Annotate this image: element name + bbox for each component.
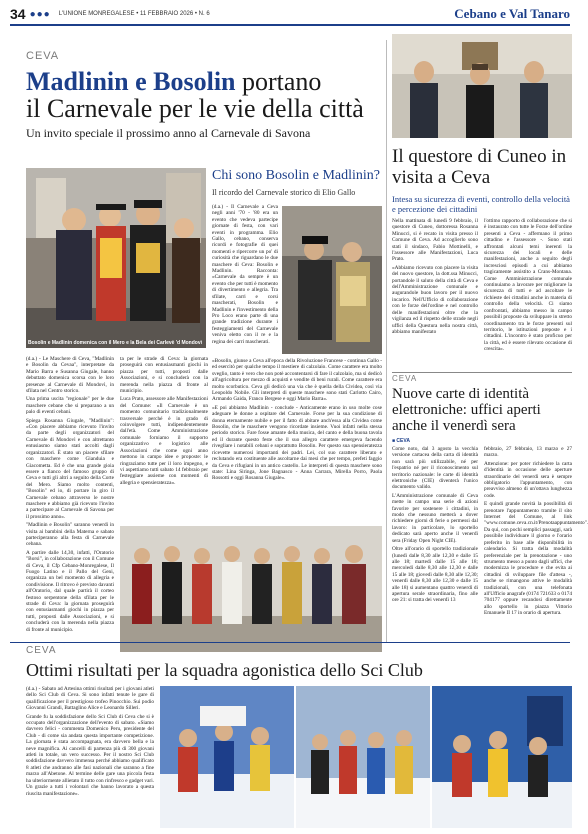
sci-kicker: CEVA bbox=[26, 645, 57, 656]
ski-photo-2 bbox=[296, 686, 430, 828]
side-title: Chi sono Bosolin e Madlinin? bbox=[212, 168, 380, 183]
masks-group-photo-art bbox=[120, 526, 382, 652]
carte-kicker: CEVA bbox=[392, 374, 418, 383]
body-paragraph: Attenzione: per poter richiedere la carta d'identità in occasione delle aperture straordinarie del venerdì sera è sempre obbligatorio l'appuntamento, con preavviso almeno di un'ottava lunghezza code. bbox=[484, 460, 572, 499]
main-subtitle: Un invito speciale il prossimo anno al Carnevale di Savona bbox=[26, 126, 311, 140]
body-paragraph: Oltre all'orario di sportello tradizionale (lunedì dalle 8,30 alle 12,30 e dalle 15 alle 18; martedì dalle 15 alle 18; mercoledì dalle 8,30 alle 12,30 e dalle 15 alle 18; giovedì dalle 8,30 alle 12,30; venerdì dalle 8,30 alle 12,30 e dalle 15 alle 18) si aumentano quattro venerdì di apertura serale straordinaria, fino alle ore 21: si tratta dei venerdì 13 bbox=[392, 546, 478, 604]
main-body-p: Spiega Rosanna Giugale, "Madlinin": «Con piacere abbiamo ricevuto l'invito da parte degli organizzatori del Carnevale di Mondovì e con altrettanto entusiasmo siamo stati accolti dagli organizzatori. È stato un piacere sfilare con maschere come Gianduia e Giacometta. Ed è che una grande gioia essere a fianco del famoso gruppo di Ceva e tutti gli altri a seguito della Corte del Mero. Siamo molto contenti, "Bosolin" ed io, di portare in giro il Carnevale cebano attraverso le nostre maschere e abbiamo già ricevuto l'invito a partecipare al Carnevale di Savona per il prossimo anno». bbox=[26, 417, 114, 520]
body-paragraph: Nella mattinata di lunedì 9 febbraio, il questore di Cuneo, dottoressa Rosanna Minucci, si è recato in visita presso il Comune di Ceva. Ad accoglierlo sono stati il sindaco, Fabio Mottinelli, e l'assessore alle Manifestazioni, Luca Prato. bbox=[392, 218, 478, 263]
page-header bbox=[10, 4, 570, 26]
questore-divider bbox=[392, 372, 572, 373]
side-subtitle: Il ricordo del Carnevale storico di Elio Gallo bbox=[212, 188, 356, 197]
ski-photo-2-art bbox=[296, 686, 430, 828]
body-paragraph: febbraio, 27 febbraio, 13 marzo e 27 marzo. bbox=[484, 446, 572, 459]
sci-divider bbox=[10, 642, 570, 643]
historic-photo-art bbox=[282, 206, 382, 354]
questore-body-col2: l'ottimo rapporto di collaborazione che si è instaurato con tutte le Forze dell'ordine presenti a Ceva - affermano il primo cittadino e l'assessore -. Sono stati affrontati alcuni temi inerenti la sicurezza dei locali e delle manifestazioni, anche a seguito degli incresciosi episodi a cui abbiamo tragicamente assistito a Crans-Montana. Come Amministrazione comunale continuiamo a lavorare per migliorare la sicurezza di tutti e ad ascoltare le richieste dei cittadini anche in materia di controllo della velocità. Ci siamo confrontati, abbiamo messo in campo possibili proposte da sviluppare in stretto coordinamento tra le forze presenti sul territorio, le istituzioni preposte e i cittadini. L'incontro è stato proficuo per la città, ed è essere rilevato occasione di crescita». bbox=[484, 218, 572, 353]
questore-title: Il questore di Cuneo in visita a Ceva bbox=[392, 146, 567, 188]
main-title bbox=[26, 68, 376, 122]
masks-group-photo bbox=[120, 526, 382, 652]
side-body-full bbox=[212, 358, 382, 534]
carte-tag: ■ CEVA bbox=[392, 438, 410, 444]
questore-body-col1 bbox=[392, 218, 478, 372]
masthead: L'UNIONE MONREGALESE • 11 FEBBRAIO 2026 • N. 6 bbox=[58, 11, 210, 17]
ski-photo-3 bbox=[432, 686, 572, 828]
carnival-photo-caption: Bosolin e Madlinin domenica con il Mero e la Bela dei Carlevè 'd Mondovì bbox=[28, 340, 203, 346]
column-divider bbox=[386, 40, 387, 642]
carte-title: Nuove carte di identità elettroniche: uffici aperti anche il venerdì sera bbox=[392, 386, 541, 434]
main-kicker: CEVA bbox=[26, 50, 60, 62]
body-paragraph: «E poi abbiamo Madlinin - conclude - Anticamente erano in uso molte cose adeguare le donne a ospitare del Carnevale. Forse per la sua condizione di donna eternamente nubile e per il fatto di abitare anch'essa alla Cividea come Bosolin, che le maschere vengono ricordate insieme. Vuoi infatti nella stessa periodo storico. Fare fosse amante della musica, del canto e della buona tavola ed il durante questo feste che il suo allegro carattere emergeva facendo rivegliare i notabili cebani e soprattutto Bosolin. Per questo sua spensieratezza ricevette numerosi importanti dei padri. Lei, col suo carattere liberato e reclutando era costituente alle ascoltarne dai mesi che per tempo, prefeti faggio da Ceva e rifugiani in un antico castello. Le interpreti di questa maschere sono state: Lina Siringa, Jone Bagnasco - Anna Carrara, Mirella Porro, Paola Rossotti e oggi Rosanna Giugale». bbox=[212, 404, 382, 482]
body-paragraph: «Abbiamo ricevuto con piacere la visita del nuovo questore, la dott.ssa Minucci, portandole il saluto della città di Ceva e dell'Amministrazione comunale e augurandole buon lavoro per il nuovo incarico. Nell'Ufficio di collaborazione con le forze dell'ordine e nel controllo delle manifestazioni oltre che la vigilanza ed il rispetto delle strade negli uffici della Questura nella nostra città, abbiamo manifestato bbox=[392, 264, 478, 335]
side-body-intro: (d.a.) - Il Carnevale a Ceva negli anni '70 - '80 era un evento che vedeva partecipe giornate di festa, con vari eventi in programma. Elio Gallo, cebano, conserva ricordi e fotografie di quei momenti e ripercorre un po' di curiosità che riguardano le due maschere di Ceva: Bosolin e Madlinin. Racconta: «Carnevale da sempre è un evento che per tutti è momento di divertimento e allegria. Tra sfilate, carri e corsi mascherati, Bosolin e Madlinin e l'investimento della Pro Loco erano parte di una grande tradizione durante i festeggiamenti del Carnevale veniva eletto con il re e la regina dei carri mascherati. bbox=[212, 204, 278, 345]
body-paragraph: L'Amministrazione comunale di Ceva mette in campo una serie di azioni favorire per sostenere i cittadini, in modo che nessuno metterà a dover richiedere giorni di ferie o permessi dal lavoro: in particolare, lo sportello dedicato sarà aperto anche il venerdì sera (Friday Open Night CIE). bbox=[392, 492, 478, 544]
body-paragraph: (d.a.) - Sabato ad Artesina ottimi risultati per i giovani atleti dello Sci Club di Ceva. Si sono infatti tenute le gare di qualificazione per il prestigioso trofeo Pinocchio. Sui podio Giovanni Grandi, Battaglino Alice e Leonardo Silleri. bbox=[26, 686, 154, 712]
page-number: 34 bbox=[10, 6, 26, 22]
ski-photo-1-art bbox=[160, 686, 294, 828]
questore-subtitle: Intesa su sicurezza di eventi, controllo della velocità e percezione dei cittadini bbox=[392, 194, 570, 214]
main-body-p: (d.a.) - Le Maschere di Ceva, "Madlinin e Bosolin da Cevaa", interpretate da Mario Barra e Susanna Giugale, hanno debuttato domenica scorsa con le loro presenze al Carnevale di Mondovì, in sfilata nel Centro storico. bbox=[26, 356, 114, 395]
main-body-p: A partire dalle 14,30, infatti, l'Oratorio "Borsi", in collaborazione con il Comune di Ceva, il Cfp Cebano-Monregalese, Il Fuogo Latino e il Pallo del Geni, organizza un bel momento di allegria e condivisione. Il ritrovo è previsto davanti all'Oratorio, dal quale partirà il corteo festoso serpentone della sfilata per le strade di Ceva: la giornata proseguirà con entusiasmanti giochi in piazza per tutti, proposti dalle Associazioni, e si concluderà con la merenda nella piazza di fronte al municipio. bbox=[26, 549, 114, 633]
main-body-p: ta per le strade di Ceva: la giornata proseguirà con entusiasmanti giochi in piazza per tutti, proposti dalle Associazioni, e si concluderà con la merenda nella piazza di fronte al municipio. bbox=[120, 356, 208, 395]
sci-body bbox=[26, 686, 154, 828]
main-title-blue: Madlinin e Bosolin bbox=[26, 67, 236, 96]
main-title-black-1: portano bbox=[235, 67, 322, 96]
main-body-p: "Madlinin e Bosolin" saranno venerdì in visita ai bambini della Materna e sabato parteciperanno alla festa di Carnevale cebana. bbox=[26, 522, 114, 548]
carnival-photo bbox=[26, 168, 206, 348]
section-title: Cebano e Val Tanaro bbox=[454, 6, 570, 21]
dots-icon: ●●● bbox=[29, 8, 51, 20]
questore-photo bbox=[392, 34, 572, 138]
ski-photo-1 bbox=[160, 686, 294, 828]
ski-photo-3-art bbox=[432, 686, 572, 828]
body-paragraph: E quindi grande novità la possibilità di prenotare l'appuntamento tramite il sito Internet del Comune, al link "www.comune.ceva.cn.it/Prenotaappuntamento". Da qui, con pochi semplici passaggi, sarà possibile individuare il giorno e l'orario preferito in base alle disponibilità in calendario. Si tratta della modalità preferenziale per la prenotazione - uno strumento messo a punto dagli uffici, che modernizza le procedure e che evita ai cittadini di sviluppare file d'attesa -, anche se rimangono attive le modalità tradizionali, con una telefonata all'Ufficio anagrafe (0174 721633 o 0174 704177 oppure recandosi direttamente allo sportello in piazza Vittorio Emanuele II 17 in orario di apertura. bbox=[484, 501, 588, 617]
questore-photo-art bbox=[392, 34, 572, 138]
body-paragraph: Grande fu la soddisfazione dello Sci Club di Ceva che si è occupato dell'organizzazione dell'evento di sabato. «Siamo davvero felici - commenta Domenico Peru, presidente del Club - di come sia andata questa importante competizione. La giornata è stata accompagnata, era davvero bella e la neve magnifica. Ai cancelli di partenza più di 300 giovani atleti in totale, un vero successo. Per il nostro Sci Club soddisfazione davvero immensa perché abbiamo qualificato 8 atleti che andranno alle fasi nazionali che saranno a fine marzo all'Abetone. Al termine delle gare una piccola festa ha ulteriormente allietato il tutto con rinfresco e gadget vari. Un grazie a tutti i volontari che hanno lavorato a questa riuscita manifestazione». bbox=[26, 713, 154, 797]
main-title-black-2: il Carnevale per le vie della città bbox=[26, 94, 364, 123]
body-paragraph: Come noto, dal 3 agosto la vecchia versione cartacea della carta di identità non sarà più utilizzabile, né per l'espatrio né per il riconoscimento sul territorio nazionale: le carte di identità elettroniche (CIE) diventerà l'unico documento valido. bbox=[392, 446, 478, 491]
main-body-p: Luca Prato, assessore alle Manifestazioni del Comune: «Il Carnevale è un momento comunitario tradizionalmente trasversale perché è in grado di coinvolgere tutti, indipendentemente dall'età. Come Amministrazione comunale forniamo il supporto organizzativo e logistico alle Associazioni che come ogni anno mettono in campo idee e proposte: le ringraziamo tutte per il loro impegno, e vi aspettiamo tutti sabato 14 febbraio per festeggiare assieme con momenti di allegria e spensieratezza». bbox=[120, 396, 208, 486]
carnival-photo-art bbox=[26, 168, 206, 348]
historic-photo bbox=[282, 206, 382, 354]
carte-body-col2 bbox=[484, 446, 588, 642]
sci-title: Ottimi risultati per la squadra agonistica dello Sci Club bbox=[26, 660, 423, 680]
carte-body-col1 bbox=[392, 446, 478, 642]
main-body-col1 bbox=[26, 356, 114, 652]
body-paragraph: «Bosolin, giunse a Ceva all'epoca della Rivoluzione Francese - continua Gallo - ed esercitò per qualche tempo il mestiere di calzolaio. Come carattere era molto sveglio, tanto è vero che non potè accontentarsi di fare il calzolaio, ma si dedicò all'agricoltura per mezzo di acquisti e vendite di beni rurali. Come carattere era molto scorbutico. Ceva gli dedicò una via che è quella della Cividea, così via Leopoldo Nobile. Gli interpreti di queste maschere sono stati Carlotto Cairo, Armando Gaida, Franco Bergese e oggi Mario Barra». bbox=[212, 358, 382, 403]
main-body-col2 bbox=[120, 356, 208, 516]
main-body-p: Una prima uscita "regionale" per le due maschere cebane che si preparano a un palo di eventi cebani. bbox=[26, 396, 114, 416]
